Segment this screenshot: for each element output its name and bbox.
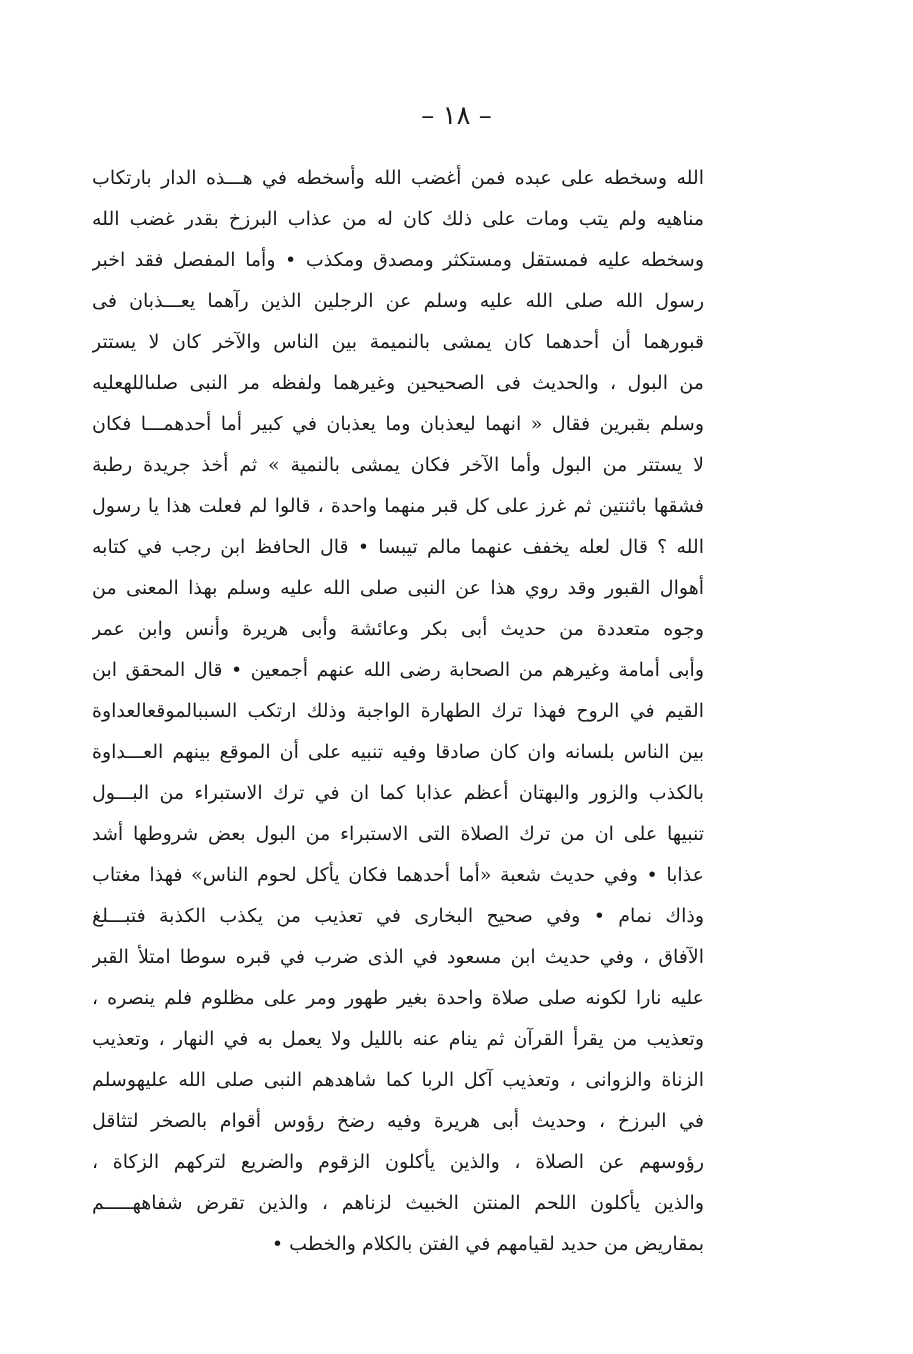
text-line: الآفاق ، وفي حديث ابن مسعود في الذى ضرب في قبره سوطا امتلأ القبر bbox=[92, 946, 704, 968]
text-line: تنبيها على ان من ترك الصلاة التى الاستبراء من البول بعض شروطها أشد bbox=[92, 823, 704, 845]
text-line: قبورهما أن أحدهما كان يمشى بالنميمة بين الناس والآخر كان لا يستتر bbox=[92, 331, 704, 353]
text-line: من البول ، والحديث فى الصحيحين وغيرهما ولفظه مر النبى صلىاللهعليه bbox=[92, 372, 704, 394]
text-line: أهوال القبور وقد روي هذا عن النبى صلى الله عليه وسلم بهذا المعنى من bbox=[92, 577, 704, 599]
text-line: فشقها باثنتين ثم غرز على كل قبر منهما واحدة ، قالوا لم فعلت هذا يا رسول bbox=[92, 495, 704, 517]
page-number: – ١٨ – bbox=[421, 101, 492, 131]
text-line: الزناة والزوانى ، وتعذيب آكل الربا كما شاهدهم النبى صلى الله عليهوسلم bbox=[92, 1069, 704, 1091]
text-line: وسلم بقبرين فقال « انهما ليعذبان وما يعذبان في كبير أما أحدهمـــا فكان bbox=[92, 413, 704, 435]
text-line: مناهيه ولم يتب ومات على ذلك كان له من عذاب البرزخ بقدر غضب الله bbox=[92, 208, 704, 230]
text-line: رؤوسهم عن الصلاة ، والذين يأكلون الزقوم والضريع لتركهم الزكاة ، bbox=[92, 1151, 704, 1173]
text-line: الله ؟ قال لعله يخفف عنهما مالم تيبسا • قال الحافظ ابن رجب في كتابه bbox=[92, 536, 704, 558]
body-text bbox=[92, 158, 704, 1265]
text-line: في البرزخ ، وحديث أبى هريرة وفيه رضخ رؤوس أقوام بالصخر لتثاقل bbox=[92, 1110, 704, 1132]
text-line: عذابا • وفي حديث شعبة «أما أحدهما فكان يأكل لحوم الناس» فهذا مغتاب bbox=[92, 864, 704, 886]
text-line: بالكذب والزور والبهتان أعظم عذابا كما ان في ترك الاستبراء من البـــول bbox=[92, 782, 704, 804]
text-line: والذين يأكلون اللحم المنتن الخبيث لزناهم ، والذين تقرض شفاههـــــم bbox=[92, 1192, 704, 1214]
text-line: وتعذيب من يقرأ القرآن ثم ينام عنه بالليل ولا يعمل به في النهار ، وتعذيب bbox=[92, 1028, 704, 1050]
text-line: لا يستتر من البول وأما الآخر فكان يمشى بالنمية » ثم أخذ جريدة رطبة bbox=[92, 454, 704, 476]
text-line: الله وسخطه على عبده فمن أغضب الله وأسخطه في هـــذه الدار بارتكاب bbox=[92, 167, 704, 189]
text-line: بين الناس بلسانه وان كان صادقا وفيه تنبيه على أن الموقع بينهم العـــداوة bbox=[92, 741, 704, 763]
text-line: القيم في الروح فهذا ترك الطهارة الواجبة وذلك ارتكب السببالموقعالعداوة bbox=[92, 700, 704, 722]
text-line: وسخطه عليه فمستقل ومستكثر ومصدق ومكذب • وأما المفصل فقد اخبر bbox=[92, 249, 704, 271]
text-line: بمقاريض من حديد لقيامهم في الفتن بالكلام والخطب • bbox=[271, 1233, 704, 1255]
text-line: وذاك نمام • وفي صحيح البخارى في تعذيب من يكذب الكذبة فتبـــلغ bbox=[92, 905, 704, 927]
text-line: وجوه متعددة من حديث أبى بكر وعائشة وأبى هريرة وأنس وابن عمر bbox=[92, 618, 704, 640]
text-line: وأبى أمامة وغيرهم من الصحابة رضى الله عنهم أجمعين • قال المحقق ابن bbox=[92, 659, 704, 681]
text-line: رسول الله صلى الله عليه وسلم عن الرجلين الذين رآهما يعـــذبان فى bbox=[92, 290, 704, 312]
text-line: عليه نارا لكونه صلى صلاة واحدة بغير طهور ومر على مظلوم فلم ينصره ، bbox=[92, 987, 704, 1009]
